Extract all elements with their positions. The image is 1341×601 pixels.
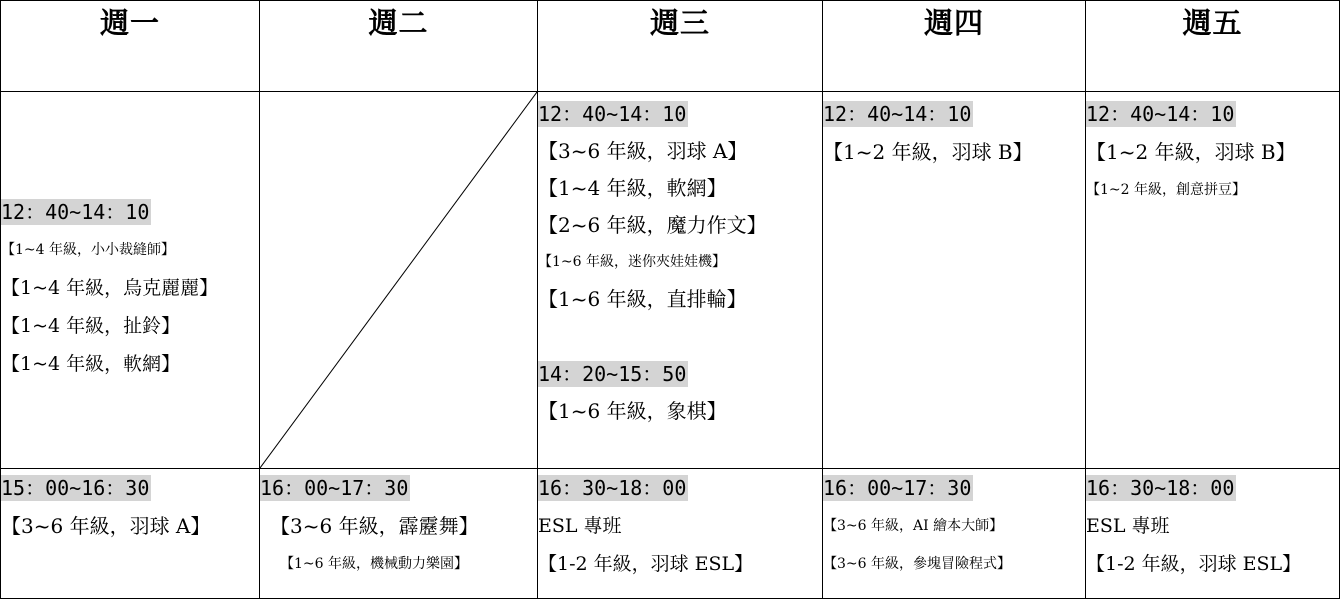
noon-cell-fri xyxy=(1086,92,1340,469)
club-item: 【3~6 年級，霹靂舞】 xyxy=(270,514,479,538)
time-label: 16：30~18：00 xyxy=(538,476,687,500)
after-cell-wed xyxy=(538,469,823,599)
club-item: 【1-2 年級，羽球 ESL】 xyxy=(538,553,754,575)
time-label: 14：20~15：50 xyxy=(538,361,687,386)
noon-cell-wed xyxy=(538,92,823,469)
club-item: 【1~4 年級，軟網】 xyxy=(1,353,181,375)
club-item: 【1~4 年級，烏克麗麗】 xyxy=(1,277,219,299)
club-item: 【1~2 年級，羽球 B】 xyxy=(1086,140,1296,164)
club-item: 【3~6 年級，羽球 A】 xyxy=(538,138,748,163)
club-item: 【1~4 年級，扯鈴】 xyxy=(1,315,181,337)
after-cell-thu xyxy=(823,469,1086,599)
time-label: 12：40~14：10 xyxy=(1086,102,1235,126)
after-cell-fri xyxy=(1086,469,1340,599)
day-header-wed: 週三 xyxy=(538,1,823,92)
club-item: 【3~6 年級，參塊冒險程式】 xyxy=(823,556,1011,572)
day-header-thu: 週四 xyxy=(823,1,1086,92)
header-row xyxy=(1,1,1340,92)
club-item: 【3~6 年級，AI 繪本大師】 xyxy=(823,518,1004,534)
day-header-tue: 週二 xyxy=(260,1,538,92)
club-item: 【1~6 年級，象棋】 xyxy=(538,398,727,423)
club-item: 【1~6 年級，直排輪】 xyxy=(538,286,747,311)
noon-cell-mon xyxy=(1,92,260,469)
club-item: ESL 專班 xyxy=(538,515,622,537)
time-label: 12：40~14：10 xyxy=(1,200,150,224)
diagonal-slash xyxy=(260,92,537,468)
noon-row xyxy=(1,92,1340,469)
club-item: 【1~2 年級，羽球 B】 xyxy=(823,140,1033,164)
club-item: 【1~6 年級，機械動力樂園】 xyxy=(280,556,468,572)
day-header-mon: 週一 xyxy=(1,1,260,92)
time-label: 15：00~16：30 xyxy=(1,476,150,500)
time-label: 12：40~14：10 xyxy=(538,101,687,126)
after-cell-tue xyxy=(260,469,538,599)
club-item: 【1~4 年級，軟網】 xyxy=(538,175,727,200)
afternoon-row xyxy=(1,469,1340,599)
club-item: 【1-2 年級，羽球 ESL】 xyxy=(1086,553,1302,575)
club-item: ESL 專班 xyxy=(1086,515,1170,537)
noon-cell-thu xyxy=(823,92,1086,469)
noon-cell-tue-empty xyxy=(260,92,538,469)
time-label: 16：00~17：30 xyxy=(823,476,972,500)
time-label: 12：40~14：10 xyxy=(823,102,972,126)
time-label: 16：30~18：00 xyxy=(1086,476,1235,500)
day-header-fri: 週五 xyxy=(1086,1,1340,92)
club-item: 【3~6 年級，羽球 A】 xyxy=(1,514,211,538)
club-item: 【1~2 年級，創意拼豆】 xyxy=(1086,182,1246,198)
club-item: 【2~6 年級，魔力作文】 xyxy=(538,212,767,237)
time-label: 16：00~17：30 xyxy=(260,476,409,500)
club-item: 【1~6 年級，迷你夾娃娃機】 xyxy=(538,253,726,270)
club-item: 【1~4 年級，小小裁縫師】 xyxy=(1,242,175,258)
after-cell-mon xyxy=(1,469,260,599)
